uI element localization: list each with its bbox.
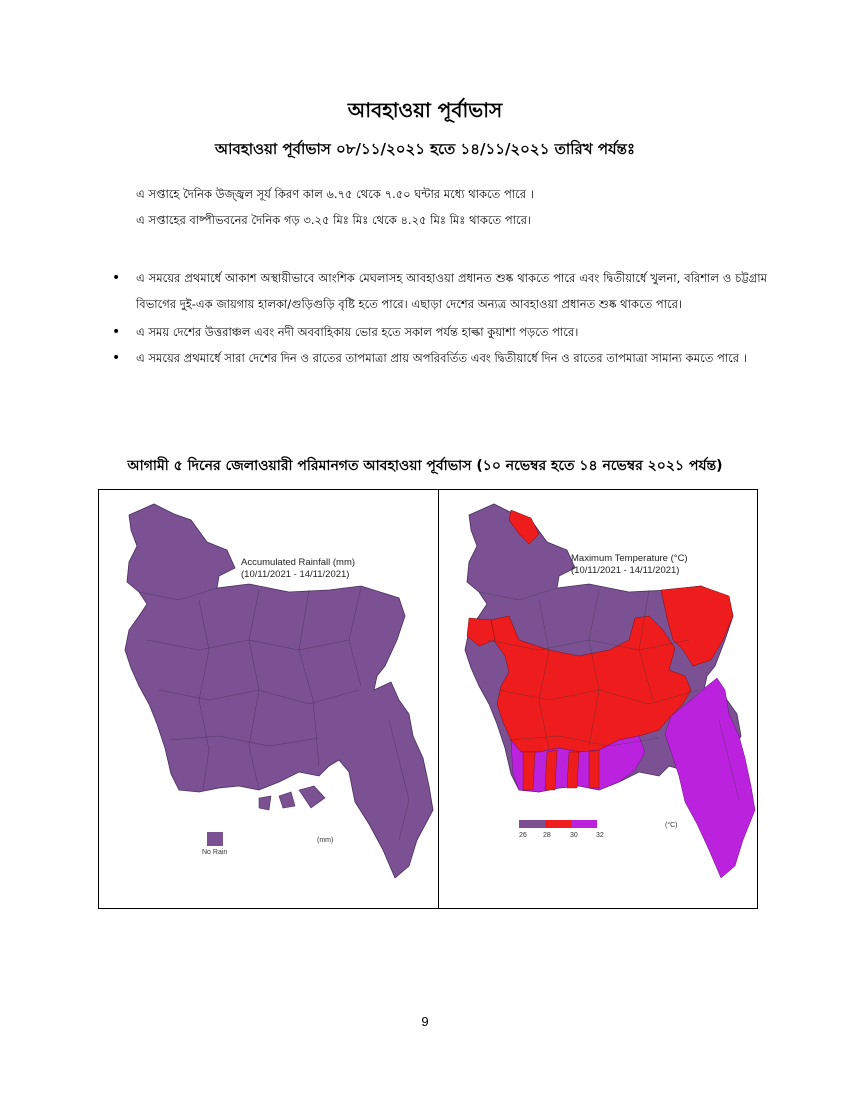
map-section-heading: আগামী ৫ দিনের জেলাওয়ারী পরিমানগত আবহাওয়া পূর্বাভাস (১০ নভেম্বর হতে ১৪ নভেম্বর ২০২১ পর্যন্ত)	[127, 458, 723, 474]
temp-map-title: Maximum Temperature (°C)	[571, 553, 688, 564]
rainfall-map	[99, 490, 439, 908]
bullet-dot: •	[112, 350, 121, 366]
bullet-text: এ সময়ের প্রথমার্ধে সারা দেশের দিন ও রাতের তাপমাত্রা প্রায় অপরিবর্তিত এবং দ্বিতীয়ার্ধে দিন ও রাতের তাপমাত্রা সামান্য কমতে পারে ।	[136, 351, 747, 365]
page-title: আবহাওয়া পূর্বাভাস	[347, 98, 503, 122]
bullet-item-3	[112, 345, 767, 371]
rainfall-unit-label: (mm)	[317, 837, 334, 844]
temp-legend-tick-30: 30	[570, 832, 578, 839]
temp-legend-swatch-30-32	[571, 820, 597, 828]
temp-legend-tick-32: 32	[596, 832, 604, 839]
rainfall-map-title: Accumulated Rainfall (mm)	[241, 557, 356, 568]
temp-map-dates: (10/11/2021 - 14/11/2021)	[571, 565, 680, 576]
temperature-map-cell	[439, 490, 757, 908]
no-rain-legend-label: No Rain	[202, 849, 228, 856]
temp-legend-swatch-28-30	[545, 820, 571, 828]
bullet-item-2	[112, 319, 767, 345]
forecast-bullet-list	[112, 265, 767, 371]
forecast-subtitle: আবহাওয়া পূর্বাভাস ০৮/১১/২০২১ হতে ১৪/১১/২০২১ তারিখ পর্যন্তঃ	[214, 140, 636, 158]
map-table	[98, 489, 758, 909]
no-rain-legend-swatch	[207, 832, 223, 846]
rainfall-island-shape	[259, 786, 325, 810]
bullet-item-1	[112, 265, 767, 317]
bullet-text: এ সময়ের প্রথমার্ধে আকাশ অস্থায়ীভাবে আংশিক মেঘলাসহ আবহাওয়া প্রধানত শুষ্ক থাকতে পারে এবং দ্বিতীয়ার্ধে খুলনা, বরিশাল ও চট্টগ্রাম বিভাগের দুই-এক জায়গায় হালকা/গুড়িগুড়ি বৃষ্টি হতে পারে। এছাড়া দেশের অন্যত্র আবহাওয়া প্রধানত শুষ্ক থাকতে পারে।	[136, 271, 767, 311]
temp-legend-swatch-26-28	[519, 820, 545, 828]
temp-legend-tick-26: 26	[519, 832, 527, 839]
sunshine-line: এ সপ্তাহে দৈনিক উজ্জ্বল সূর্য কিরণ কাল ৬.৭৫ থেকে ৭.৫০ ঘন্টার মধ্যে থাকতে পারে ।	[136, 187, 534, 201]
evaporation-line: এ সপ্তাহের বাষ্পীভবনের দৈনিক গড় ৩.২৫ মিঃ মিঃ থেকে ৪.২৫ মিঃ মিঃ থাকতে পারে।	[136, 213, 532, 227]
rainfall-map-dates: (10/11/2021 - 14/11/2021)	[241, 569, 350, 580]
page-number: 9	[421, 1014, 429, 1029]
bullet-dot: •	[112, 324, 121, 340]
temp-color-bar	[519, 820, 597, 828]
bullet-dot: •	[112, 270, 121, 286]
temp-unit-label: (°C)	[665, 822, 678, 829]
temp-legend-tick-28: 28	[543, 832, 551, 839]
bullet-text: এ সময় দেশের উত্তরাঞ্চল এবং নদী অববাহিকায় ভোর হতে সকাল পর্যন্ত হাল্কা কুয়াশা পড়তে পারে।	[136, 325, 579, 339]
rainfall-map-cell	[99, 490, 439, 908]
